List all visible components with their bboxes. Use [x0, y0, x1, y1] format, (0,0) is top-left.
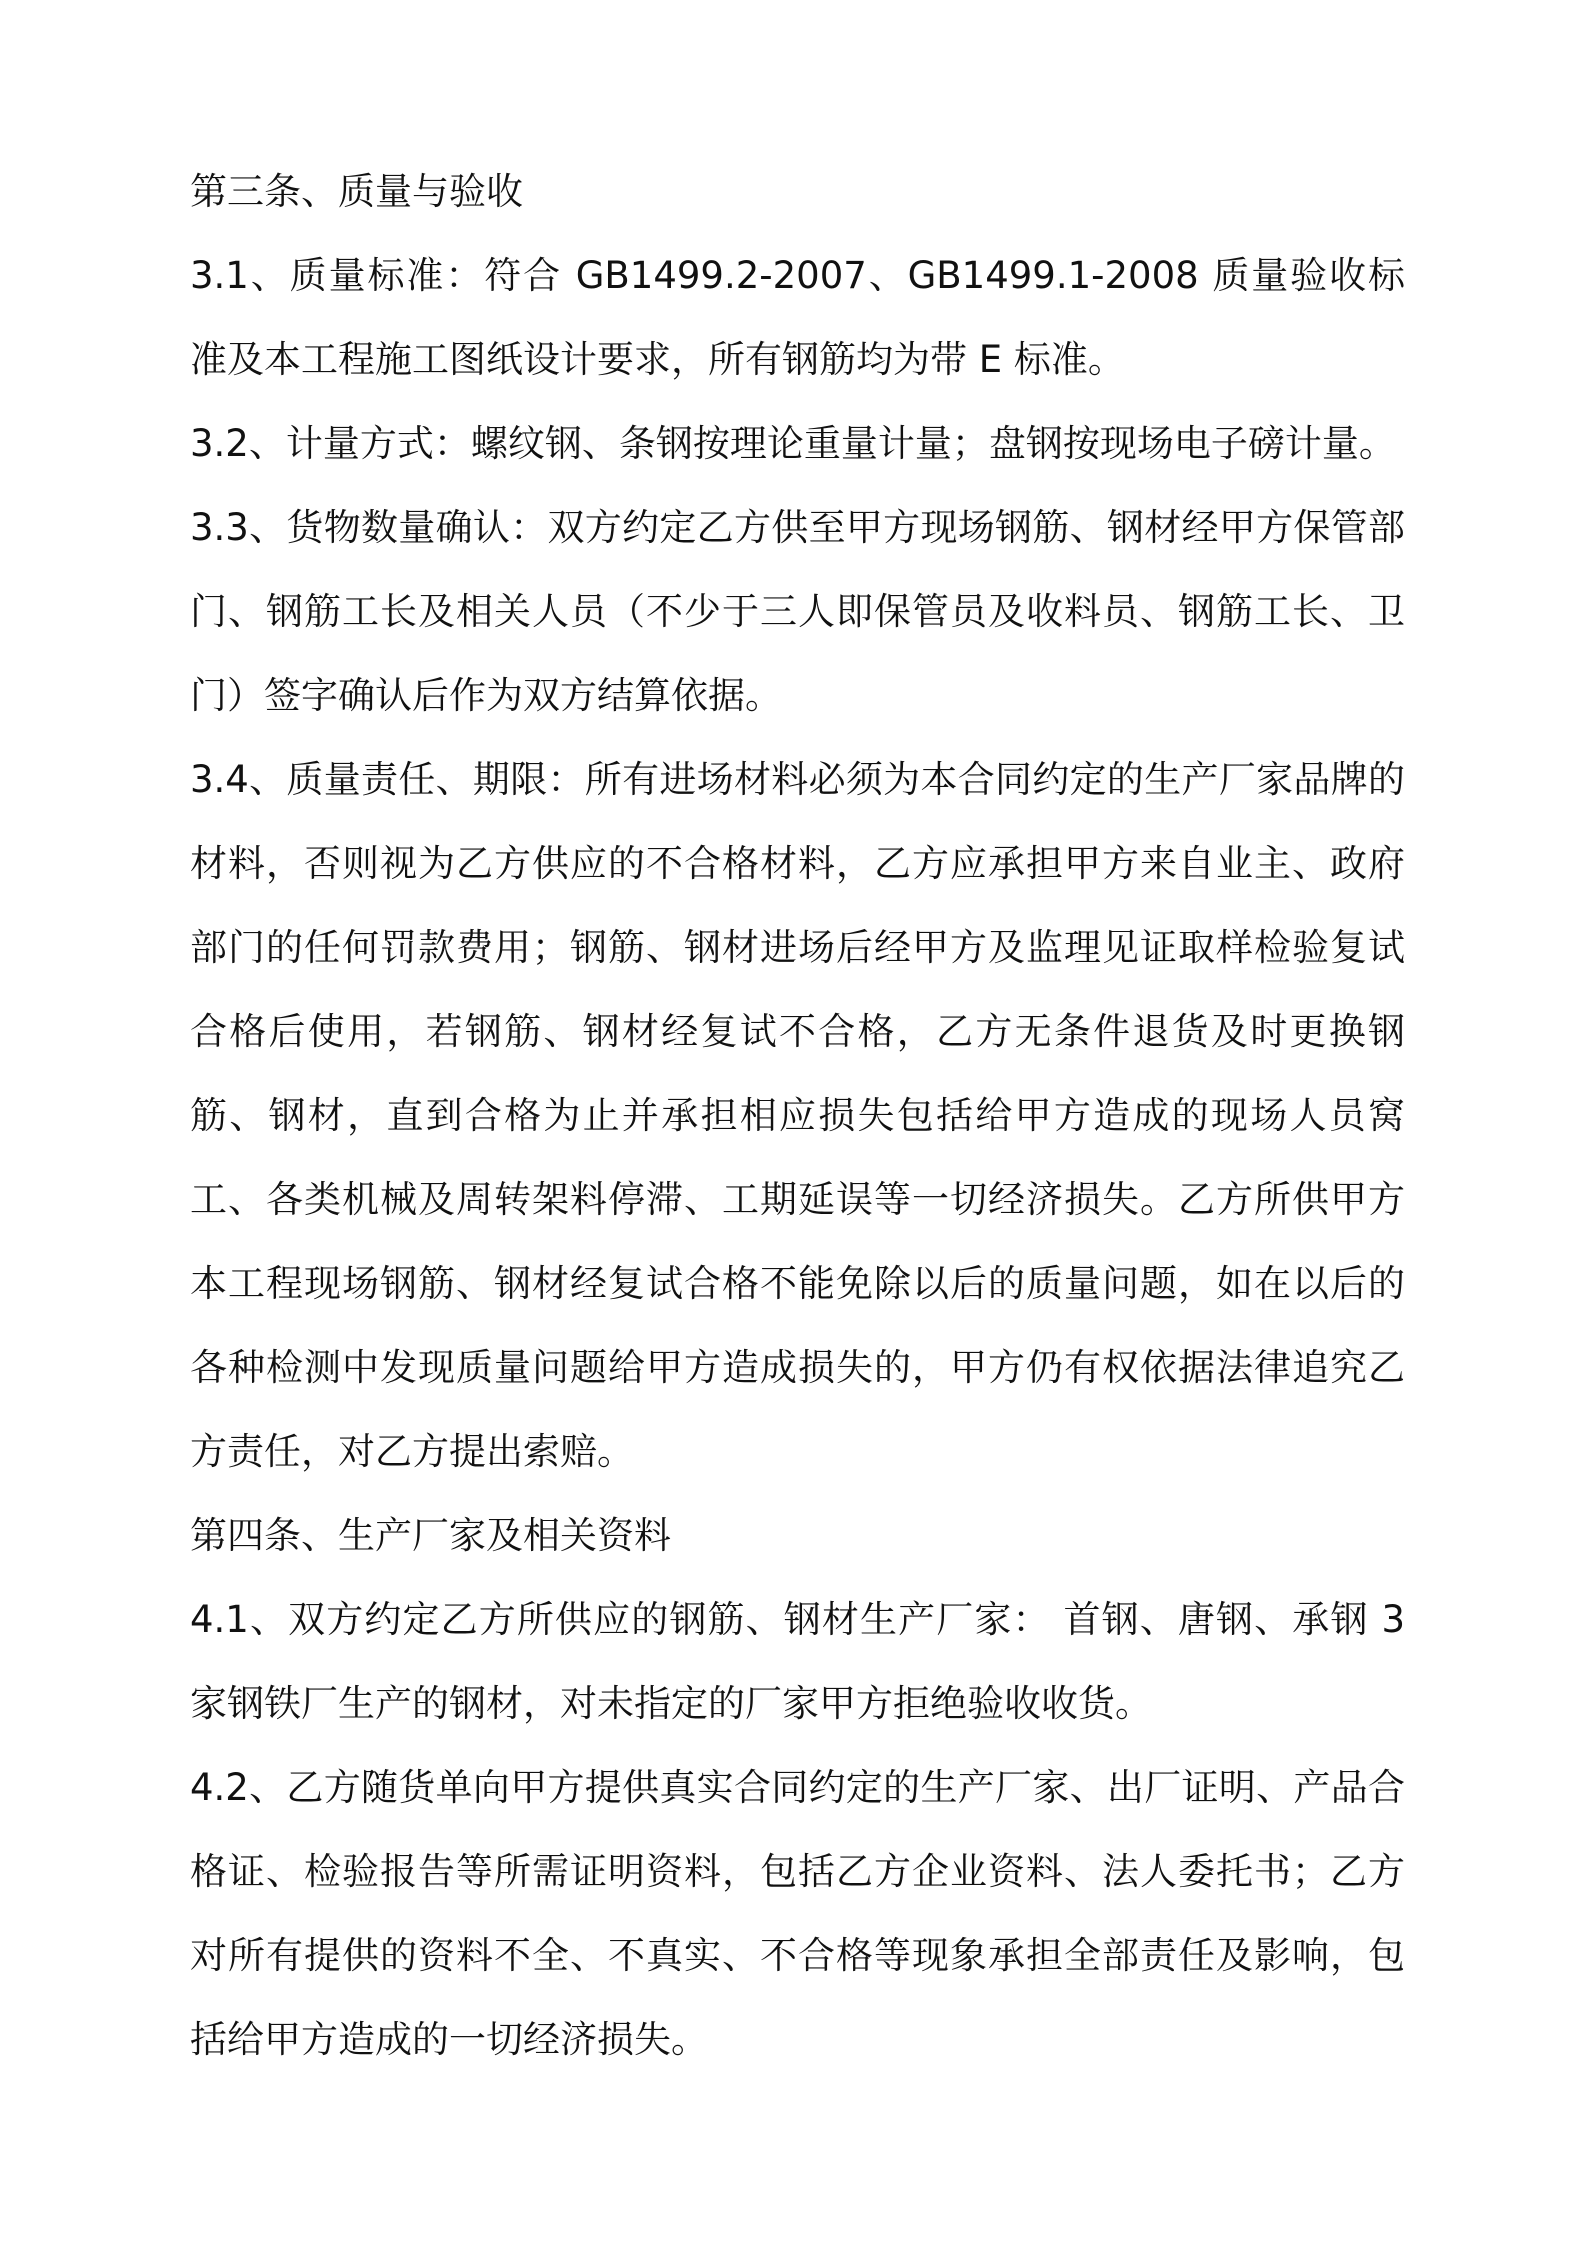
clause-4-2: 4.2、乙方随货单向甲方提供真实合同约定的生产厂家、出厂证明、产品合格证、检验报告等所需证明资料，包括乙方企业资料、法人委托书；乙方对所有提供的资料不全、不真实、不合格等现象承担全部责任及影响，包括给甲方造成的一切经济损失。 [190, 1766, 1405, 2061]
clause-4-1: 4.1、双方约定乙方所供应的钢筋、钢材生产厂家： 首钢、唐钢、承钢 3 家钢铁厂生产的钢材，对未指定的厂家甲方拒绝验收收货。 [190, 1598, 1405, 1725]
clause-3-4: 3.4、质量责任、期限：所有进场材料必须为本合同约定的生产厂家品牌的材料，否则视为乙方供应的不合格材料，乙方应承担甲方来自业主、政府部门的任何罚款费用；钢筋、钢材进场后经甲方及监理见证取样检验复试合格后使用，若钢筋、钢材经复试不合格，乙方无条件退货及时更换钢筋、钢材，直到合格为止并承担相应损失包括给甲方造成的现场人员窝工、各类机械及周转架料停滞、工期延误等一切经济损失。乙方所供甲方本工程现场钢筋、钢材经复试合格不能免除以后的质量问题，如在以后的各种检测中发现质量问题给甲方造成损失的，甲方仍有权依据法律追究乙方责任，对乙方提出索赔。 [190, 758, 1405, 1473]
clause-3-1: 3.1、质量标准：符合 GB1499.2-2007、GB1499.1-2008 质量验收标准及本工程施工图纸设计要求，所有钢筋均为带 E 标准。 [190, 254, 1405, 381]
document-body [190, 150, 1405, 2082]
clause-3-2: 3.2、计量方式：螺纹钢、条钢按理论重量计量；盘钢按现场电子磅计量。 [190, 422, 1396, 465]
section-4-heading: 第四条、生产厂家及相关资料 [190, 1514, 671, 1557]
clause-3-3: 3.3、货物数量确认：双方约定乙方供至甲方现场钢筋、钢材经甲方保管部门、钢筋工长及相关人员（不少于三人即保管员及收料员、钢筋工长、卫门）签字确认后作为双方结算依据。 [190, 506, 1405, 717]
section-3-heading: 第三条、质量与验收 [190, 170, 523, 213]
